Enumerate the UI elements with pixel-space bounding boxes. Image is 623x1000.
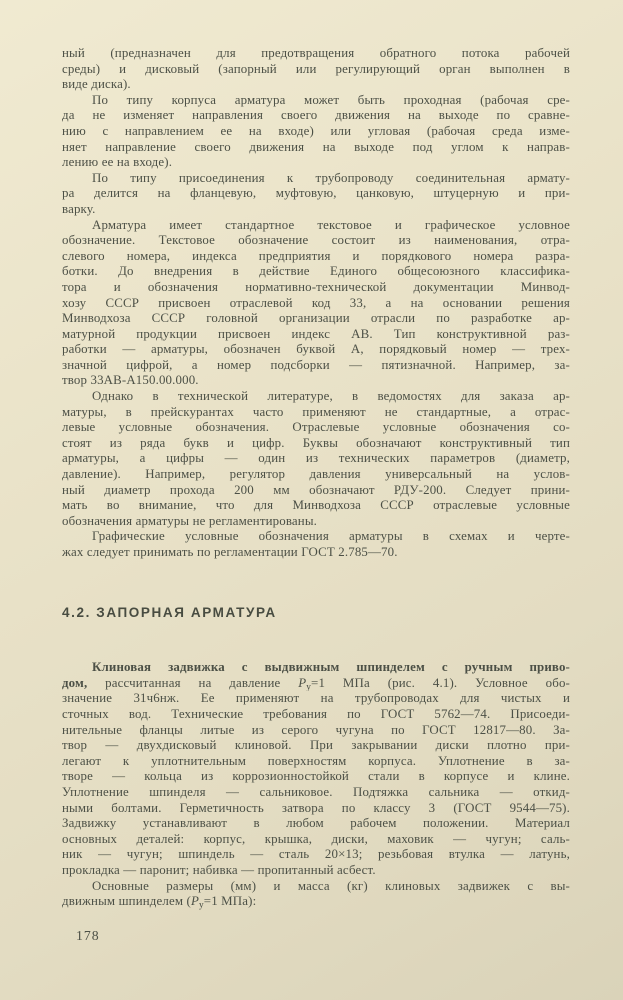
text-line: нительные фланцы литые из серого чугуна по ГОСТ 12817—80. За- — [62, 722, 570, 737]
text-line: прокладка — паронит; набивка — пропитанный асбест. — [62, 862, 376, 877]
text-line: Основные размеры (мм) и масса (кг) клиновых задвижек с вы- — [92, 878, 570, 893]
text-line: жах следует принимать по регламентации ГОСТ 2.785—70. — [62, 545, 398, 559]
text-line: Однако в технической литературе, в ведомостях для заказа ар- — [92, 389, 570, 404]
text-line — [62, 660, 570, 676]
text-line: няет направление своего движения на выходе под углом к направ- — [62, 139, 570, 154]
text-line: твор — двухдисковый клиновой. При закрывании диски плотно при- — [62, 738, 570, 753]
text-line: матурной продукции присвоен индекс АВ. Тип конструктивной раз- — [62, 326, 570, 341]
text-segment: =1 МПа): — [203, 894, 257, 909]
text-line: Минводхоза СССР головной организации отрасли по разработке ар- — [62, 311, 570, 326]
text-segment: P — [298, 675, 307, 690]
text-line: да не изменяет направления своего движения на выходе по сравне- — [62, 108, 570, 123]
text-line: среды) и дисковый (запорный или регулирующий орган выполнен в — [62, 61, 570, 76]
paragraph — [62, 93, 570, 171]
text-line: значение 31ч6нж. Ее применяют на трубопроводах для чистых и — [62, 691, 570, 706]
text-line: твор 33АВ-А150.00.000. — [62, 373, 199, 388]
paragraph — [62, 660, 570, 878]
text-line: легают к уплотнительным поверхностям корпуса. Уплотнение в за- — [62, 753, 570, 768]
text-segment: =1 МПа (рис. 4.1). Условное обо- — [311, 675, 570, 690]
text-line: работки — арматуры, обозначен буквой А, порядковый номер — трех- — [62, 342, 570, 357]
text-segment: рассчитанная на давление — [87, 675, 299, 690]
text-segment: у — [306, 682, 312, 692]
text-segment: Клиновая задвижка с выдвижным шпинделем с ручным приво- — [92, 660, 570, 675]
text-segment: движным шпинделем ( — [62, 894, 191, 909]
text-line: слевого номера, индекса предприятия и порядкового номера разра- — [62, 248, 570, 263]
text-line: Арматура имеет стандартное текстовое и графическое условное — [92, 217, 570, 232]
text-line: обозначение. Текстовое обозначение состоит из наименования, отра- — [62, 233, 570, 248]
text-line: стоят из ряда букв и цифр. Буквы обозначают конструктивный тип — [62, 435, 570, 450]
text-line: лению ее на входе). — [62, 155, 173, 170]
text-line: арматуры, а цифры — один из технических параметров (диаметр, — [62, 451, 570, 466]
paragraph — [62, 389, 570, 529]
text-line: основных деталей: корпус, крышка, диски, маховик — чугун; саль- — [62, 831, 570, 846]
text-line: Графические условные обозначения арматуры в схемах и черте- — [92, 529, 570, 544]
text-line: тора и обозначения нормативно-технической документации Минвод- — [62, 279, 570, 294]
paragraph — [62, 879, 570, 910]
text-segment: у — [199, 900, 204, 910]
text-line — [62, 676, 570, 692]
text-line: хозу СССР присвоен отраслевой код 33, а на основании решения — [62, 295, 570, 310]
text-line: творе — кольца из коррозионностойкой стали в корпусе и клине. — [62, 769, 570, 784]
text-line: ный (предназначен для предотвращения обратного потока рабочей — [62, 46, 570, 60]
paragraph — [62, 46, 570, 93]
text-line: По типу присоединения к трубопроводу соединительная армату- — [92, 170, 570, 185]
text-line: значной цифрой, а номер подсборки — пятизначной. Например, за- — [62, 357, 570, 372]
paragraph — [62, 171, 570, 218]
text-line: По типу корпуса арматура может быть проходная (рабочая сре- — [92, 92, 570, 107]
text-line: ботки. До внедрения в действие Единого общесоюзного классифика- — [62, 264, 570, 279]
text-line: ра делится на фланцевую, муфтовую, цанковую, штуцерную и при- — [62, 186, 570, 201]
text-line: виде диска). — [62, 77, 131, 92]
text-line: давление). Например, регулятор давления универсальный на услов- — [62, 467, 570, 482]
text-line: левые условные обозначения. Отраслевые условные обозначения со- — [62, 420, 570, 435]
text-line: матуры, в прейскурантах часто применяют не стандартные, а отрас- — [62, 404, 570, 419]
text-line: Уплотнение шпинделя — сальниковое. Подтяжка сальника — откид- — [62, 784, 570, 799]
text-line: ными болтами. Герметичность затвора по классу 3 (ГОСТ 9544—75). — [62, 800, 570, 815]
text-line: сточных вод. Технические требования по ГОСТ 5762—74. Присоеди- — [62, 706, 570, 721]
page-number: 178 — [76, 927, 100, 943]
text-block-top — [62, 46, 570, 561]
paragraph — [62, 529, 570, 560]
text-line: Задвижку устанавливают в любом рабочем положении. Материал — [62, 816, 570, 831]
text-line: ный диаметр прохода 200 мм обозначают РДУ-200. Следует прини- — [62, 482, 570, 497]
section-heading: 4.2. ЗАПОРНАЯ АРМАТУРА — [62, 604, 277, 620]
text-segment: дом, — [62, 675, 88, 690]
text-line: нию с направлением ее на входе) или угловая (рабочая среда изме- — [62, 123, 570, 138]
text-line: обозначения арматуры не регламентированы. — [62, 513, 318, 528]
text-block-bottom — [62, 660, 570, 910]
text-line: ник — чугун; шпиндель — сталь 20×13; резьбовая втулка — латунь, — [62, 847, 570, 862]
text-segment: P — [190, 894, 199, 909]
text-line — [62, 894, 570, 910]
paragraph — [62, 218, 570, 390]
text-line: варку. — [62, 201, 96, 216]
text-line: мать во внимание, что для Минводхоза СССР отраслевые условные — [62, 498, 570, 513]
